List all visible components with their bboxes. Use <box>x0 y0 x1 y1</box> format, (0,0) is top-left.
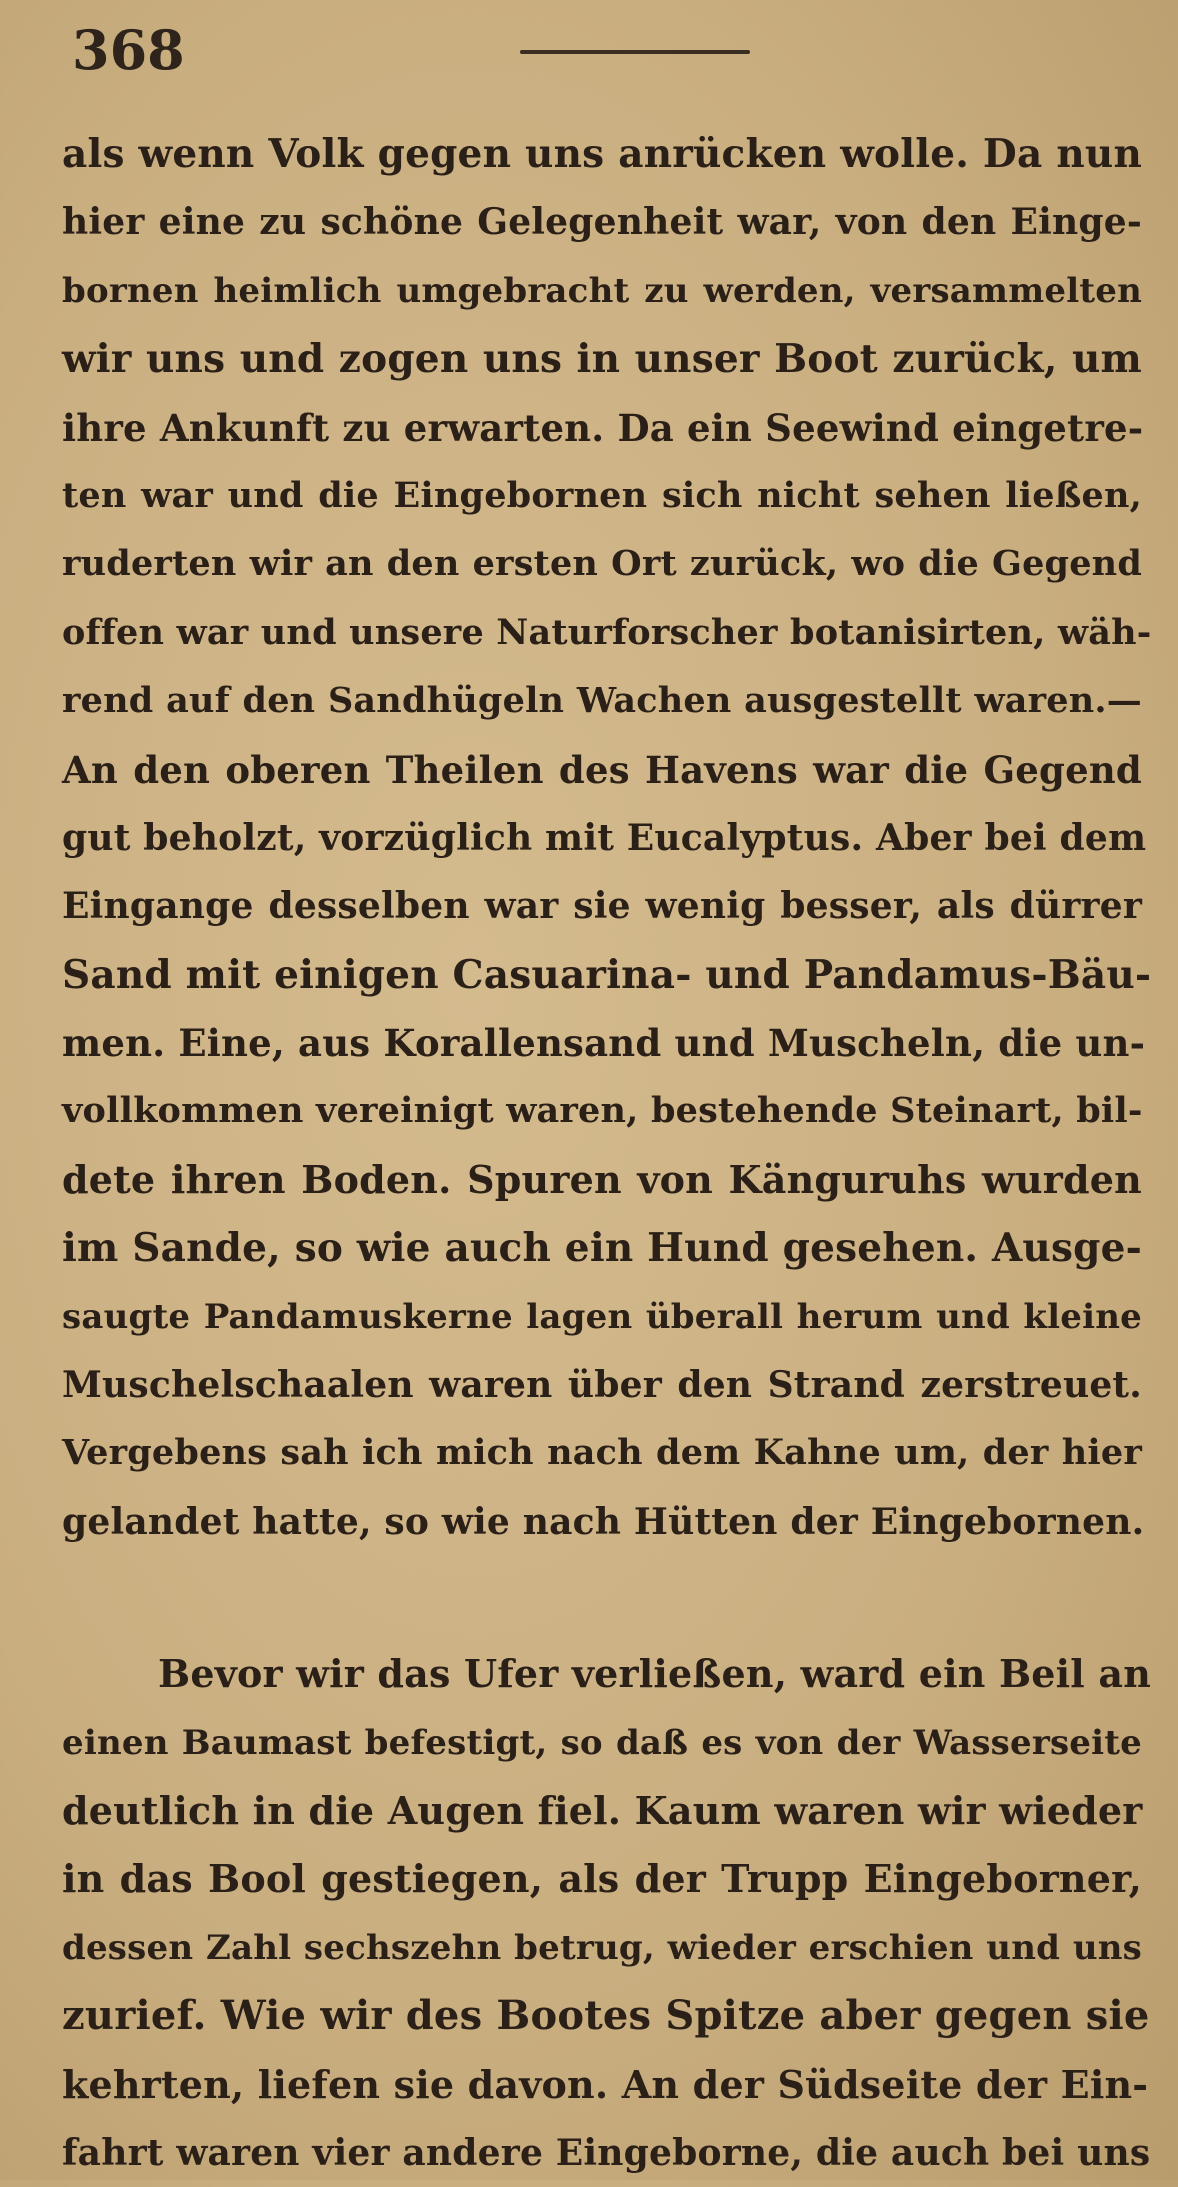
text-line: deutlich in die Augen fiel. Kaum waren wir wieder <box>62 1787 1143 1833</box>
text-line: Vergebens sah ich mich nach dem Kahne um, der hier <box>62 1432 1142 1474</box>
header-rule <box>520 50 750 54</box>
text-line: ten war und die Eingebornen sich nicht sehen ließen, <box>62 474 1142 516</box>
text-line: ruderten wir an den ersten Ort zurück, wo die Gegend <box>62 543 1142 585</box>
text-line: offen war und unsere Naturforscher botanisirten, wäh- <box>62 611 1152 653</box>
text-line: rend auf den Sandhügeln Wachen ausgestellt waren.— <box>62 680 1142 722</box>
text-line: men. Eine, aus Korallensand und Muscheln, die un- <box>62 1021 1146 1066</box>
text-line: An den oberen Theilen des Havens war die Gegend <box>62 747 1142 792</box>
text-line: dessen Zahl sechszehn betrug, wieder erschien und uns <box>62 1927 1142 1968</box>
paragraph-2 <box>62 1640 1152 2187</box>
text-line: zurief. Wie wir des Bootes Spitze aber gegen sie <box>62 1992 1150 2040</box>
text-line: einen Baumast befestigt, so daß es von der Wasserseite <box>62 1722 1142 1763</box>
text-line: Bevor wir das Ufer verließen, ward ein Beil an <box>158 1651 1152 1697</box>
text-line: ihre Ankunft zu erwarten. Da ein Seewind eingetre- <box>62 405 1144 450</box>
text-line: saugte Pandamuskerne lagen überall herum und kleine <box>62 1296 1142 1337</box>
text-line: Eingange desselben war sie wenig besser, als dürrer <box>62 885 1142 928</box>
text-line: gelandet hatte, so wie nach Hütten der Eingebornen. <box>62 1500 1145 1543</box>
text-block <box>62 120 1152 2187</box>
paragraph-1 <box>62 120 1152 1556</box>
text-line: Muschelschaalen waren über den Strand zerstreuet. <box>62 1364 1142 1407</box>
text-line: in das Bool gestiegen, als der Trupp Eingeborner, <box>62 1856 1142 1902</box>
text-line: als wenn Volk gegen uns anrücken wolle. Da nun <box>62 131 1142 177</box>
text-line: gut beholzt, vorzüglich mit Eucalyptus. Aber bei dem <box>62 816 1147 859</box>
text-line: Sand mit einigen Casuarina- und Pandamus-Bäu- <box>62 951 1152 998</box>
text-line: bornen heimlich umgebracht zu werden, versammelten <box>62 270 1142 311</box>
paragraph-spacer <box>62 1556 1142 1640</box>
text-line: fahrt waren vier andere Eingeborne, die auch bei uns <box>62 2131 1151 2174</box>
text-line: dete ihren Boden. Spuren von Känguruhs wurden <box>62 1156 1142 1202</box>
text-line: im Sande, so wie auch ein Hund gesehen. Ausge- <box>62 1225 1142 1272</box>
text-line: vollkommen vereinigt waren, bestehende Steinart, bil- <box>62 1090 1143 1132</box>
text-line: kehrten, liefen sie davon. An der Südseite der Ein- <box>62 2061 1149 2107</box>
text-line: wir uns und zogen uns in unser Boot zurück, um <box>62 336 1142 383</box>
text-line: hier eine zu schöne Gelegenheit war, von den Einge- <box>62 201 1142 244</box>
page-number: 368 <box>72 18 185 82</box>
